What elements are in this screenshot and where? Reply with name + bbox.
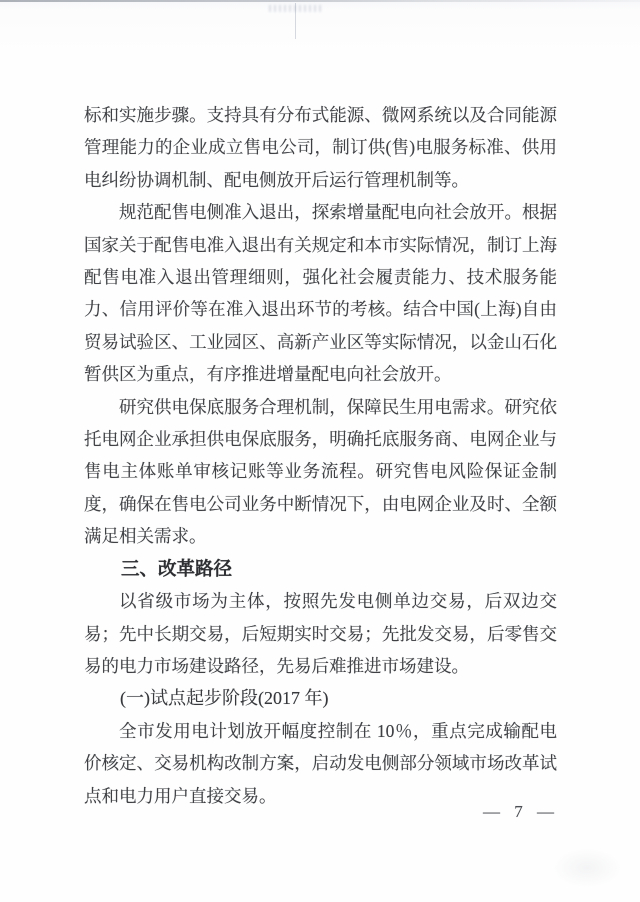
scan-edge-artifact	[0, 0, 640, 2]
document-body	[84, 99, 557, 812]
scan-smudge-artifact	[295, 3, 296, 39]
paragraph-backup-supply-service: 研究供电保底服务合理机制，保障民生用电需求。研究依托电网企业承担供电保底服务，明确托底服务商、电网企业与售电主体账单审核记账等业务流程。研究售电风险保证金制度，确保在售电公司业务中断情况下，由电网企业及时、全额满足相关需求。	[84, 396, 557, 547]
stage-heading-pilot-start-2017: (一)试点起步阶段(2017 年)	[120, 688, 329, 709]
paragraph-stage-2017-tasks: 全市发用电计划放开幅度控制在 10％，重点完成输配电价核定、交易机构改制方案，启动发电侧部分领域市场改革试点和电力用户直接交易。	[84, 720, 557, 806]
paragraph-market-construction-path: 以省级市场为主体，按照先发电侧单边交易，后双边交易；先中长期交易，后短期实时交易；先批发交易，后零售交易的电力市场建设路径，先易后难推进市场建设。	[84, 591, 557, 676]
paragraph-admission-exit: 规范配售电侧准入退出，探索增量配电向社会放开。根据国家关于配售电准入退出有关规定和本市实际情况，制订上海配售电准入退出管理细则，强化社会履责能力、技术服务能力、信用评价等在准入退出环节的考核。结合中国(上海)自由贸易试验区、工业园区、高新产业区等实际情况，以金山石化暂供区为重点，有序推进增量配电向社会放开。	[84, 202, 557, 385]
page-number: — 7 —	[483, 802, 554, 821]
scan-corner-smudge-artifact	[552, 848, 622, 888]
paragraph-implementation-steps: 标和实施步骤。支持具有分布式能源、微网系统以及合同能源管理能力的企业成立售电公司，制订供(售)电服务标准、供用电纠纷协调机制、配电侧放开后运行管理机制等。	[84, 105, 557, 190]
section-heading-reform-path: 三、改革路径	[121, 557, 233, 579]
